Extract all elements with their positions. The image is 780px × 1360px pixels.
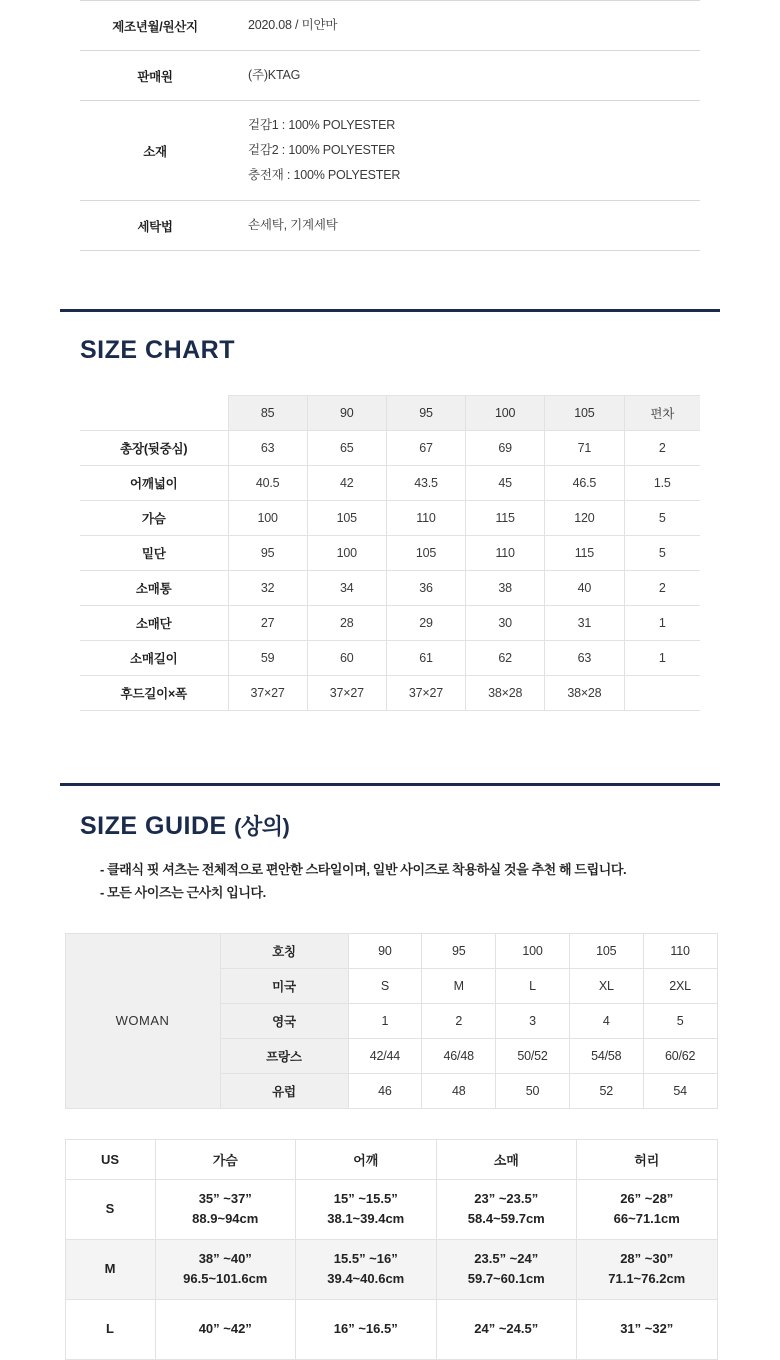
- woman-cell: 105: [569, 933, 643, 968]
- size-chart-cell: 100: [228, 501, 307, 536]
- woman-cell: 5: [643, 1003, 717, 1038]
- woman-group-label: WOMAN: [65, 933, 220, 1108]
- woman-cell: 2: [422, 1003, 496, 1038]
- size-chart-table-wrap: [80, 395, 700, 711]
- size-chart-col-85: 85: [228, 396, 307, 431]
- woman-cell: 4: [569, 1003, 643, 1038]
- info-value-text: 손세탁, 기계세탁: [248, 218, 338, 232]
- size-chart-row-label: 소매단: [80, 606, 228, 641]
- size-chart-row-label: 후드길이×폭: [80, 676, 228, 711]
- table-header-row: [80, 396, 700, 431]
- woman-cell: 50: [496, 1073, 570, 1108]
- us-cell-inch: 26” ~28”: [620, 1190, 674, 1206]
- info-value-seller: [230, 51, 700, 101]
- size-chart-row-label: 밑단: [80, 536, 228, 571]
- woman-cell: 48: [422, 1073, 496, 1108]
- us-cell-chest: [155, 1179, 296, 1239]
- us-cell-inch: 23” ~23.5”: [474, 1190, 539, 1206]
- size-chart-cell: 61: [386, 641, 465, 676]
- us-cell-shoulder: [296, 1179, 437, 1239]
- woman-cell: 54: [643, 1073, 717, 1108]
- size-chart-cell: 71: [545, 431, 624, 466]
- us-cell-cm: 59.7~60.1cm: [467, 1271, 545, 1286]
- table-row: [80, 536, 700, 571]
- size-chart-cell: 5: [624, 536, 700, 571]
- size-chart-cell: 42: [307, 466, 386, 501]
- us-header-waist: 허리: [577, 1139, 718, 1179]
- size-chart-col-90: 90: [307, 396, 386, 431]
- size-chart-cell: 38×28: [466, 676, 545, 711]
- woman-cell: S: [348, 968, 422, 1003]
- woman-cell: 95: [422, 933, 496, 968]
- us-cell-shoulder: [296, 1239, 437, 1299]
- size-chart-cell: 37×27: [386, 676, 465, 711]
- size-chart-cell: 115: [466, 501, 545, 536]
- table-row: [80, 466, 700, 501]
- us-cell-inch: 15.5” ~16”: [333, 1250, 398, 1266]
- us-cell-inch: 15” ~15.5”: [333, 1190, 398, 1206]
- us-cell-inch: 35” ~37”: [198, 1190, 252, 1206]
- table-row: [65, 1299, 717, 1359]
- us-cell-inch: 16” ~16.5”: [333, 1320, 398, 1336]
- woman-cell: 60/62: [643, 1038, 717, 1073]
- size-guide-note: - 모든 사이즈는 근사치 입니다.: [100, 884, 266, 900]
- woman-cell: 46/48: [422, 1038, 496, 1073]
- size-chart-cell: 5: [624, 501, 700, 536]
- size-chart-title: SIZE CHART: [80, 336, 235, 364]
- size-chart-cell: 40.5: [228, 466, 307, 501]
- woman-cell: 54/58: [569, 1038, 643, 1073]
- size-guide-title-text: SIZE GUIDE: [80, 812, 227, 840]
- us-cell-sleeve: [436, 1239, 577, 1299]
- info-label-manufacture-date: 제조년월/원산지: [112, 19, 198, 34]
- us-cell-inch: 40” ~42”: [198, 1320, 252, 1336]
- size-chart-row-label: 총장(뒷중심): [80, 431, 228, 466]
- size-chart-cell: 46.5: [545, 466, 624, 501]
- table-row: [65, 933, 717, 968]
- woman-cell: 1: [348, 1003, 422, 1038]
- table-header-row: [65, 1139, 717, 1179]
- size-guide-section: [60, 786, 720, 841]
- size-chart-cell: 69: [466, 431, 545, 466]
- us-cell-inch: 23.5” ~24”: [474, 1250, 539, 1266]
- size-chart-cell: 37×27: [307, 676, 386, 711]
- size-chart-cell: 1.5: [624, 466, 700, 501]
- size-chart-cell: 100: [307, 536, 386, 571]
- us-cell-cm: 38.1~39.4cm: [327, 1211, 405, 1226]
- table-row: [80, 201, 700, 251]
- size-chart-cell: 110: [466, 536, 545, 571]
- woman-row-label: 영국: [220, 1003, 348, 1038]
- us-cell-chest: [155, 1239, 296, 1299]
- size-chart-cell: 65: [307, 431, 386, 466]
- table-row: [80, 101, 700, 201]
- woman-cell: 42/44: [348, 1038, 422, 1073]
- woman-row-label: 유럽: [220, 1073, 348, 1108]
- woman-cell: L: [496, 968, 570, 1003]
- us-cell-inch: 28” ~30”: [620, 1250, 674, 1266]
- info-value-manufacture-date: [230, 1, 700, 51]
- woman-size-table: [65, 933, 718, 1109]
- size-chart-cell: 63: [228, 431, 307, 466]
- size-chart-cell: 2: [624, 431, 700, 466]
- woman-row-label: 호칭: [220, 933, 348, 968]
- table-row: [80, 51, 700, 101]
- us-header-size: US: [65, 1139, 155, 1179]
- us-cell-sleeve: [436, 1179, 577, 1239]
- table-row: [80, 676, 700, 711]
- woman-row-label: 미국: [220, 968, 348, 1003]
- size-chart-col-100: 100: [466, 396, 545, 431]
- woman-cell: 110: [643, 933, 717, 968]
- us-measurement-table: [65, 1139, 718, 1360]
- info-value-text: 겉감2 : 100% POLYESTER: [248, 143, 396, 157]
- us-cell-cm: 96.5~101.6cm: [183, 1271, 268, 1286]
- size-chart-table: [80, 395, 700, 711]
- table-row: [80, 1, 700, 51]
- size-chart-cell: 105: [307, 501, 386, 536]
- info-value-text: 충전재 : 100% POLYESTER: [248, 168, 401, 182]
- table-row: [80, 571, 700, 606]
- us-size-label: M: [65, 1239, 155, 1299]
- us-cell-inch: 24” ~24.5”: [474, 1320, 539, 1336]
- info-value-text: 겉감1 : 100% POLYESTER: [248, 118, 396, 132]
- size-chart-cell: 110: [386, 501, 465, 536]
- us-header-chest: 가슴: [155, 1139, 296, 1179]
- table-row: [80, 431, 700, 466]
- size-chart-cell: 59: [228, 641, 307, 676]
- info-label-seller: 판매원: [137, 69, 173, 84]
- size-guide-note: - 클래식 핏 셔츠는 전체적으로 편안한 스타일이며, 일반 사이즈로 착용하실 것을 추천 해 드립니다.: [100, 862, 627, 877]
- size-guide-notes: [80, 859, 700, 905]
- info-value-text: (주)KTAG: [248, 68, 301, 82]
- woman-cell: 50/52: [496, 1038, 570, 1073]
- us-cell-cm: 88.9~94cm: [192, 1211, 259, 1226]
- product-info-table: [80, 0, 700, 251]
- table-row: [80, 606, 700, 641]
- size-chart-row-label: 소매길이: [80, 641, 228, 676]
- size-chart-col-tolerance: 편차: [624, 396, 700, 431]
- info-label-material: 소재: [143, 144, 167, 159]
- size-guide-subtitle: (상의): [234, 814, 290, 839]
- size-chart-cell: [624, 676, 700, 711]
- woman-cell: XL: [569, 968, 643, 1003]
- info-label-washing: 세탁법: [137, 219, 173, 234]
- size-chart-cell: 34: [307, 571, 386, 606]
- woman-row-label: 프랑스: [220, 1038, 348, 1073]
- us-header-sleeve: 소매: [436, 1139, 577, 1179]
- info-value-material: [230, 101, 700, 201]
- size-chart-cell: 37×27: [228, 676, 307, 711]
- size-chart-cell: 40: [545, 571, 624, 606]
- size-chart-cell: 45: [466, 466, 545, 501]
- size-chart-col-105: 105: [545, 396, 624, 431]
- us-cell-cm: 39.4~40.6cm: [327, 1271, 405, 1286]
- size-chart-cell: 38: [466, 571, 545, 606]
- us-cell-inch: 38” ~40”: [198, 1250, 252, 1266]
- size-chart-cell: 63: [545, 641, 624, 676]
- info-value-washing: [230, 201, 700, 251]
- woman-cell: 46: [348, 1073, 422, 1108]
- size-chart-cell: 30: [466, 606, 545, 641]
- size-chart-row-label: 가슴: [80, 501, 228, 536]
- us-cell-waist: [577, 1299, 718, 1359]
- size-chart-cell: 1: [624, 606, 700, 641]
- woman-cell: 52: [569, 1073, 643, 1108]
- size-chart-section: [60, 312, 720, 365]
- size-chart-cell: 60: [307, 641, 386, 676]
- woman-cell: 100: [496, 933, 570, 968]
- us-measurement-table-wrap: [63, 1139, 718, 1360]
- size-chart-cell: 38×28: [545, 676, 624, 711]
- size-chart-corner: [80, 396, 228, 431]
- table-row: [80, 501, 700, 536]
- size-chart-cell: 62: [466, 641, 545, 676]
- size-chart-cell: 120: [545, 501, 624, 536]
- table-row: [80, 641, 700, 676]
- woman-cell: M: [422, 968, 496, 1003]
- size-chart-cell: 28: [307, 606, 386, 641]
- size-chart-cell: 27: [228, 606, 307, 641]
- size-chart-cell: 115: [545, 536, 624, 571]
- size-chart-cell: 2: [624, 571, 700, 606]
- size-chart-row-label: 어깨넓이: [80, 466, 228, 501]
- size-chart-col-95: 95: [386, 396, 465, 431]
- us-cell-cm: 66~71.1cm: [613, 1211, 680, 1226]
- woman-cell: 90: [348, 933, 422, 968]
- us-cell-cm: 58.4~59.7cm: [467, 1211, 545, 1226]
- us-cell-waist: [577, 1239, 718, 1299]
- us-header-shoulder: 어깨: [296, 1139, 437, 1179]
- us-cell-cm: 71.1~76.2cm: [608, 1271, 686, 1286]
- size-chart-cell: 95: [228, 536, 307, 571]
- size-chart-cell: 31: [545, 606, 624, 641]
- us-cell-sleeve: [436, 1299, 577, 1359]
- size-chart-cell: 32: [228, 571, 307, 606]
- us-size-label: L: [65, 1299, 155, 1359]
- size-chart-cell: 43.5: [386, 466, 465, 501]
- woman-size-table-wrap: [63, 933, 718, 1109]
- size-chart-cell: 67: [386, 431, 465, 466]
- table-row: [65, 1179, 717, 1239]
- us-cell-inch: 31” ~32”: [620, 1320, 674, 1336]
- size-chart-row-label: 소매통: [80, 571, 228, 606]
- info-value-text: 2020.08 / 미얀마: [248, 18, 338, 32]
- size-chart-cell: 36: [386, 571, 465, 606]
- us-size-label: S: [65, 1179, 155, 1239]
- us-cell-shoulder: [296, 1299, 437, 1359]
- size-guide-title: [60, 786, 720, 841]
- woman-cell: 3: [496, 1003, 570, 1038]
- size-chart-cell: 1: [624, 641, 700, 676]
- us-cell-waist: [577, 1179, 718, 1239]
- table-row: [65, 1239, 717, 1299]
- size-chart-cell: 29: [386, 606, 465, 641]
- us-cell-chest: [155, 1299, 296, 1359]
- size-chart-cell: 105: [386, 536, 465, 571]
- woman-cell: 2XL: [643, 968, 717, 1003]
